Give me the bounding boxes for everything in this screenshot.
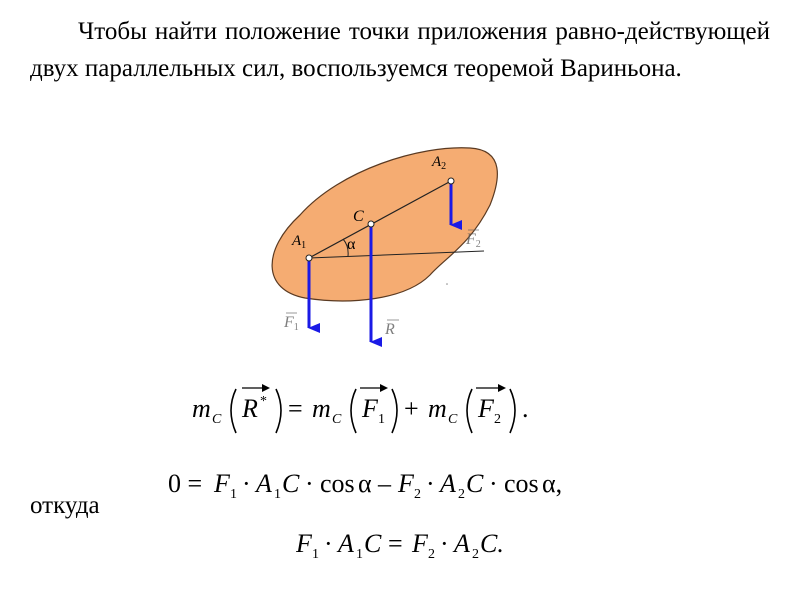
svg-text:1: 1 [312,547,319,562]
equation-result [296,524,536,571]
svg-text:2: 2 [494,412,501,427]
svg-text:C: C [448,412,458,427]
svg-text:A: A [338,529,354,558]
svg-text:1: 1 [378,412,385,427]
svg-text:F: F [398,469,414,498]
rigid-body-shape [272,148,497,301]
svg-text:A: A [454,529,470,558]
svg-text:A: A [256,469,272,498]
svg-text:–: – [378,469,391,498]
svg-text:=: = [288,394,303,423]
svg-text:F1: F1 [284,314,299,333]
svg-text:R: R [385,321,395,338]
svg-text:F: F [296,529,312,558]
label-alpha: α [347,236,356,253]
equation-moments-sum [168,464,618,511]
word-otkuda: откуда [30,492,100,519]
svg-text:*: * [260,394,267,409]
svg-text:m: m [192,394,211,423]
svg-text:C: C [364,529,382,558]
svg-text:0 =: 0 = [168,469,203,498]
point-a1 [306,255,312,261]
svg-text:·: · [324,529,333,558]
svg-text:α: α [358,469,372,498]
point-a2 [448,178,454,184]
point-c [368,221,374,227]
svg-text:F: F [362,394,378,423]
svg-text:·: · [426,469,435,498]
svg-text:2: 2 [458,487,465,502]
svg-text:2: 2 [472,547,479,562]
svg-text:F2: F2 [466,231,481,250]
svg-text:R: R [242,394,258,423]
svg-text:2: 2 [428,547,435,562]
label-c: C [353,208,364,225]
svg-text:α,: α, [542,469,563,498]
svg-text:·: · [440,529,449,558]
svg-text:2: 2 [414,487,421,502]
svg-text:1: 1 [356,547,363,562]
svg-text:C: C [332,412,342,427]
label-f2 [465,230,481,250]
stray-dot [446,283,448,285]
equation-varignon [192,383,572,450]
svg-text:.: . [522,394,529,423]
svg-text:m: m [312,394,331,423]
svg-text:A: A [440,469,456,498]
label-a2: $A_2$ [432,154,447,172]
svg-text:F: F [214,469,230,498]
svg-text:·: · [242,469,251,498]
svg-text:1: 1 [274,487,281,502]
svg-text:+: + [404,394,419,423]
label-f1 [283,313,299,333]
svg-text:F: F [478,394,494,423]
svg-text:cos: cos [320,469,355,498]
svg-text:C: C [466,469,484,498]
svg-text:F: F [412,529,428,558]
svg-text:C: C [212,412,222,427]
label-r [384,320,399,338]
svg-text:·: · [489,469,498,498]
svg-text:cos: cos [504,469,539,498]
label-a1: $A_1$ [292,233,307,251]
intro-text: Чтобы найти положение точки приложения равно-действующей двух параллельных сил, воспользуемся теоремой Вариньона. [30,18,770,82]
svg-text:·: · [305,469,314,498]
svg-text:C: C [282,469,300,498]
svg-text:=: = [388,529,403,558]
equation-moments-sum-render [168,464,618,504]
svg-text:m: m [428,394,447,423]
svg-text:1: 1 [230,487,237,502]
equation-varignon-render [192,383,572,443]
equation-result-render [296,524,536,564]
svg-text:C.: C. [480,529,504,558]
